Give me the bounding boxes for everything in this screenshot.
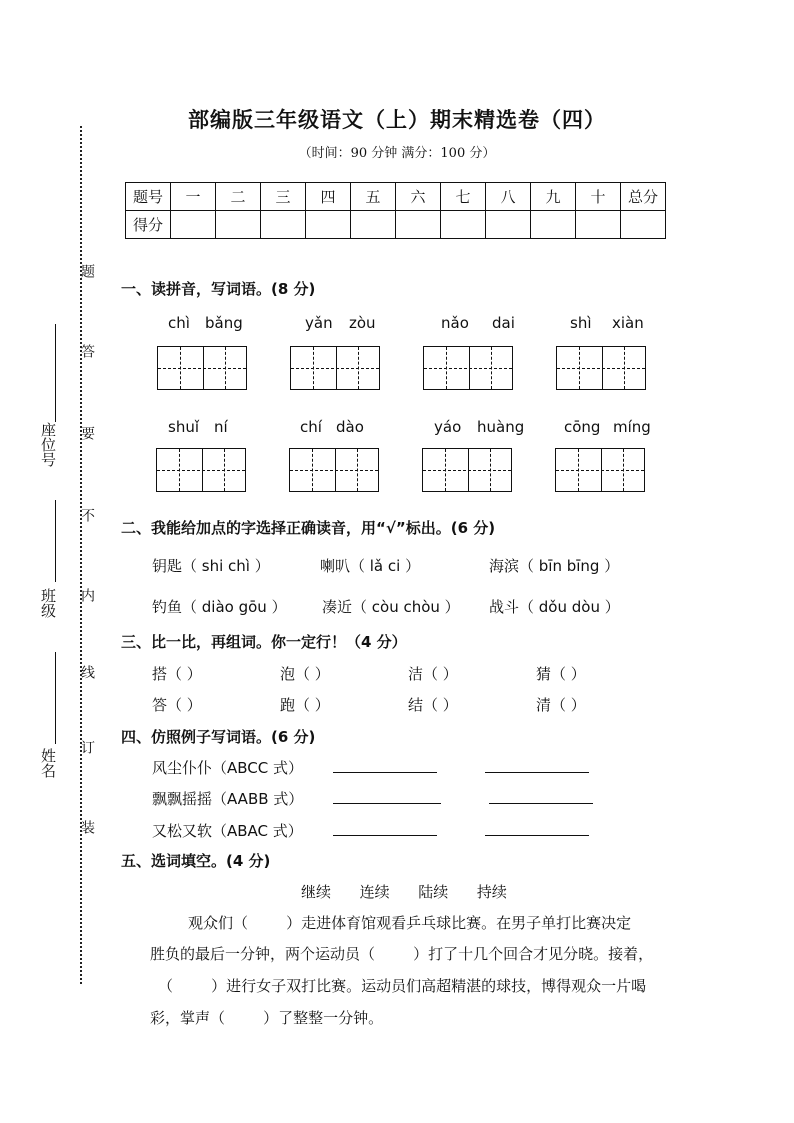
compare-item[interactable]: 跑（ ） [280,696,330,714]
passage-line[interactable]: 观众们（ ）走进体育馆观看乒乓球比赛。在男子单打比赛决定 [188,914,632,932]
name-label: 姓名 [39,748,57,778]
pronunciation-item[interactable]: 海滨（ bīn bīng ） [489,557,620,575]
score-header-cell: 六 [396,183,441,211]
pinyin: huàng [477,418,525,436]
writing-grid[interactable] [290,346,380,390]
passage-line[interactable]: 胜负的最后一分钟，两个运动员（ ）打了十几个回合才见分晓。接着， [150,945,654,963]
answer-blank[interactable] [333,835,437,836]
seat-number-blank[interactable] [55,324,56,422]
pattern-example: 飘飘摇摇（AABB 式） [152,790,304,808]
score-cell[interactable] [261,211,306,239]
compare-item[interactable]: 结（ ） [408,696,458,714]
writing-grid[interactable] [157,346,247,390]
pinyin: shuǐ [168,418,199,436]
pinyin: xiàn [612,314,644,332]
name-blank[interactable] [55,652,56,744]
score-table-score-row [126,211,666,239]
score-header-cell: 十 [576,183,621,211]
score-cell[interactable] [441,211,486,239]
pinyin: cōng [564,418,601,436]
compare-item[interactable]: 猜（ ） [536,665,586,683]
score-header-cell: 九 [531,183,576,211]
score-header-cell: 五 [351,183,396,211]
writing-grid[interactable] [422,448,512,492]
class-blank[interactable] [55,500,56,582]
score-table-header-row [126,183,666,211]
score-header-cell: 四 [306,183,351,211]
score-header-cell: 三 [261,183,306,211]
score-header-cell: 总分 [621,183,666,211]
answer-blank[interactable] [485,772,589,773]
section-4-heading: 四、仿照例子写词语。(6 分) [121,728,316,746]
binding-char: 题 [79,264,95,278]
answer-blank[interactable] [333,803,441,804]
score-header-cell: 七 [441,183,486,211]
section-2-heading: 二、我能给加点的字选择正确读音，用“√”标出。(6 分) [121,519,496,537]
writing-grid[interactable] [555,448,645,492]
score-header-cell: 一 [171,183,216,211]
passage-line[interactable]: 彩，掌声（ ）了整整一分钟。 [150,1009,384,1027]
pattern-example: 又松又软（ABAC 式） [152,822,303,840]
writing-grid[interactable] [156,448,246,492]
score-cell[interactable] [351,211,396,239]
binding-char: 要 [79,426,95,440]
pinyin: yáo [434,418,462,436]
pinyin: chì [168,314,190,332]
pinyin: dai [492,314,515,332]
compare-item[interactable]: 洁（ ） [408,665,458,683]
pinyin: bǎng [205,314,243,332]
compare-item[interactable]: 搭（ ） [152,665,202,683]
pinyin: shì [570,314,592,332]
binding-char: 不 [79,508,95,522]
writing-grid[interactable] [289,448,379,492]
compare-item[interactable]: 清（ ） [536,696,586,714]
binding-char: 装 [79,820,95,834]
score-cell[interactable] [531,211,576,239]
pronunciation-item[interactable]: 钓鱼（ diào gōu ） [152,598,287,616]
answer-blank[interactable] [333,772,437,773]
answer-blank[interactable] [489,803,593,804]
score-header-cell: 八 [486,183,531,211]
score-cell[interactable] [621,211,666,239]
pronunciation-item[interactable]: 喇叭（ lǎ ci ） [320,557,421,575]
pinyin: yǎn [305,314,333,332]
score-cell[interactable] [306,211,351,239]
page-title: 部编版三年级语文（上）期末精选卷（四） [188,107,606,132]
section-1-heading: 一、读拼音，写词语。(8 分) [121,280,316,298]
score-header-cell: 二 [216,183,261,211]
pinyin: dào [336,418,364,436]
score-cell[interactable] [171,211,216,239]
binding-char: 答 [79,344,95,358]
writing-grid[interactable] [423,346,513,390]
score-row-label: 得分 [126,211,171,239]
pronunciation-item[interactable]: 战斗（ dǒu dòu ） [489,598,620,616]
pinyin: nǎo [441,314,469,332]
pinyin: zòu [349,314,376,332]
class-label: 班级 [39,588,57,618]
section-5-heading: 五、选词填空。(4 分) [121,852,271,870]
score-cell[interactable] [216,211,261,239]
binding-char: 线 [79,665,95,679]
binding-char: 订 [79,740,95,754]
pronunciation-item[interactable]: 钥匙（ shi chì ） [152,557,270,575]
seat-number-label: 座位号 [39,422,57,467]
pinyin: chí [300,418,322,436]
score-cell[interactable] [486,211,531,239]
compare-item[interactable]: 答（ ） [152,696,202,714]
answer-blank[interactable] [485,835,589,836]
score-header-cell: 题号 [126,183,171,211]
score-cell[interactable] [576,211,621,239]
pattern-example: 风尘仆仆（ABCC 式） [152,759,304,777]
exam-info: （时间：90 分钟 满分：100 分） [298,146,496,161]
pinyin: míng [613,418,651,436]
score-table [125,182,666,239]
passage-line[interactable]: （ ）进行女子双打比赛。运动员们高超精湛的球技，博得观众一片喝 [158,977,647,995]
score-cell[interactable] [396,211,441,239]
binding-char: 内 [79,588,95,602]
writing-grid[interactable] [556,346,646,390]
binding-dotted-line [80,126,82,984]
compare-item[interactable]: 泡（ ） [280,665,330,683]
word-options: 继续 连续 陆续 持续 [301,883,507,901]
pinyin: ní [214,418,228,436]
section-3-heading: 三、比一比，再组词。你一定行！（4 分） [121,633,407,651]
pronunciation-item[interactable]: 凑近（ còu chòu ） [322,598,460,616]
